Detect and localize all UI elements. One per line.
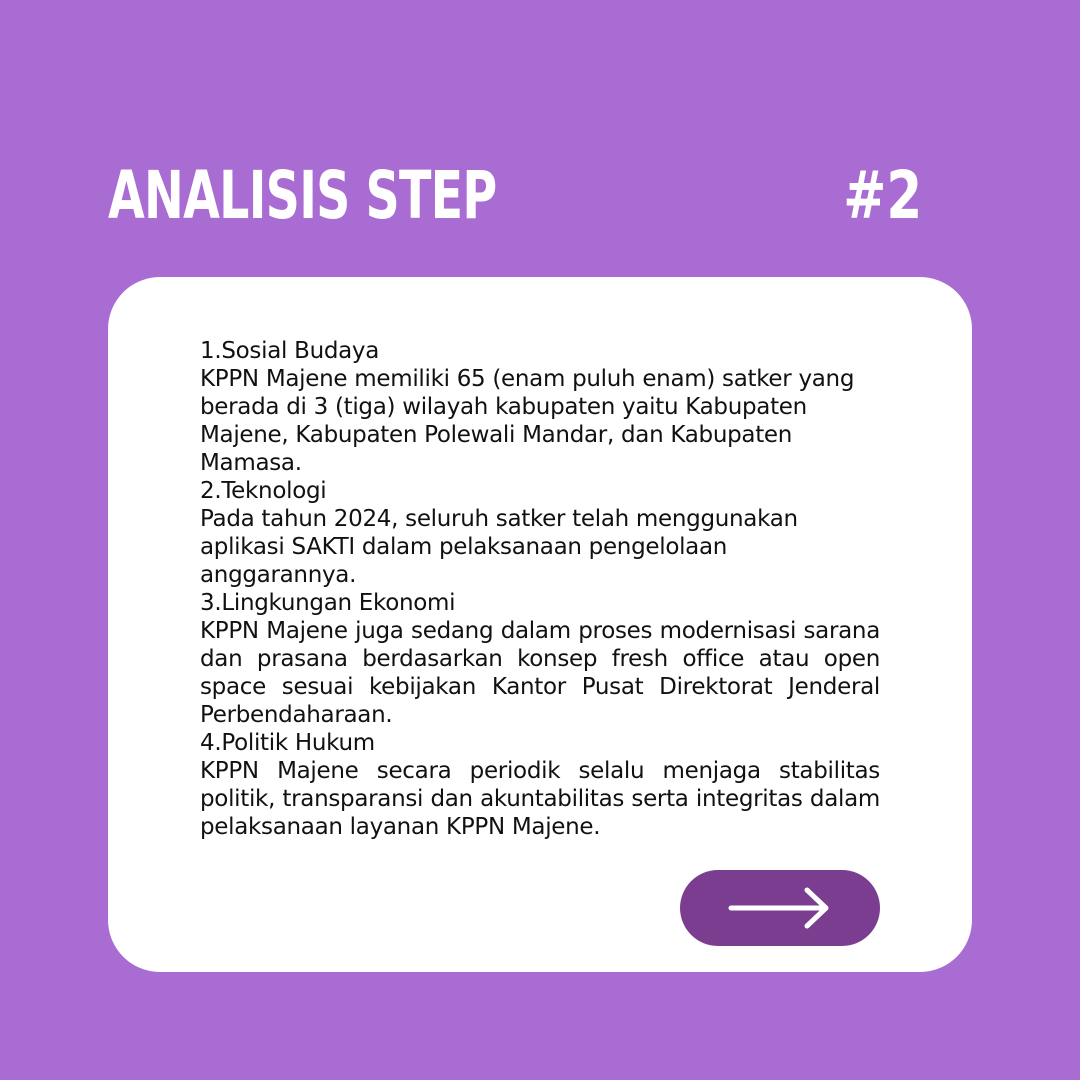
analysis-content bbox=[200, 337, 880, 841]
section-body-teknologi: Pada tahun 2024, seluruh satker telah menggunakan aplikasi SAKTI dalam pelaksanaan pengelolaan anggarannya. bbox=[200, 506, 798, 588]
section-body-politik-hukum: KPPN Majene secara periodik selalu menjaga stabilitas politik, transparansi dan akuntabilitas serta integritas dalam pelaksanaan layanan KPPN Majene. bbox=[200, 758, 880, 840]
section-heading-sosial-budaya: 1.Sosial Budaya bbox=[200, 338, 380, 364]
section-heading-politik-hukum: 4.Politik Hukum bbox=[200, 730, 375, 756]
page-title: ANALISIS STEP bbox=[108, 157, 497, 234]
section-heading-teknologi: 2.Teknologi bbox=[200, 478, 327, 504]
next-button[interactable] bbox=[680, 870, 880, 946]
section-body-lingkungan-ekonomi: KPPN Majene juga sedang dalam proses modernisasi sarana dan prasana berdasarkan konsep fresh office atau open space sesuai kebijakan Kantor Pusat Direktorat Jenderal Perbendaharaan. bbox=[200, 618, 880, 728]
arrow-right-icon bbox=[727, 884, 833, 932]
content-card bbox=[108, 277, 972, 972]
section-body-sosial-budaya: KPPN Majene memiliki 65 (enam puluh enam) satker yang berada di 3 (tiga) wilayah kabupaten yaitu Kabupaten Majene, Kabupaten Polewali Mandar, dan Kabupaten Mamasa. bbox=[200, 366, 855, 476]
step-number: #2 bbox=[843, 157, 922, 234]
section-heading-lingkungan-ekonomi: 3.Lingkungan Ekonomi bbox=[200, 590, 456, 616]
